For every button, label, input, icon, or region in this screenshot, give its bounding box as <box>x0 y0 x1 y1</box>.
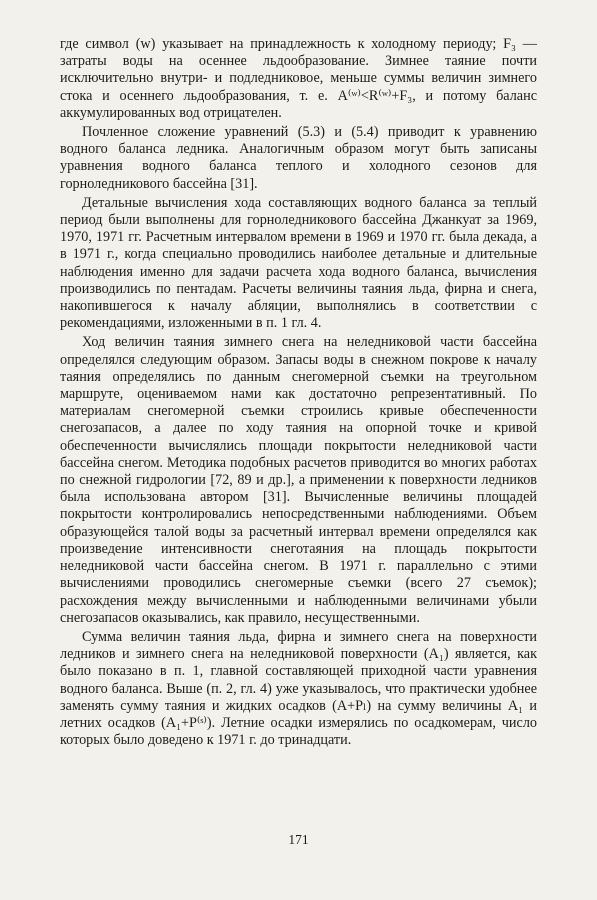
body-text <box>60 36 537 749</box>
paragraph-calculations: Детальные вычисления хода составляющих водного баланса за теплый период были выполнены для горноледникового бассейна Джанкуат за 1969, 1970, 1971 гг. Расчетным интервалом времени в 1969 и 1970 гг. была декада, а в 1971 г., когда специально проводились наиболее детальные и длительные наблюдения именно для задачи расчета хода водного баланса, вычисления производились по пентадам. Расчеты величины таяния льда, фирна и снега, накопившегося к началу абляции, выполнялись в соответствии с рекомендациями, изложенными в п. 1 гл. 4. <box>60 194 537 332</box>
page-number: 171 <box>288 832 309 847</box>
paragraph-melt-sum: Сумма величин таяния льда, фирна и зимнего снега на поверхности ледников и зимнего снега на неледниковой поверхности (A₁) является, как было показано в п. 1, главной составляющей приходной части уравнения водного баланса. Выше (п. 2, гл. 4) уже указывалось, что практически удобнее заменять сумму таяния и жидких осадков (A+Pₗ) на сумму величины A₁ и летних осадков (A₁+P⁽ˢ⁾). Летние осадки измерялись по осадкомерам, число которых было доведено к 1971 г. до тринадцати. <box>60 628 537 749</box>
paragraph-continuation: где символ (w) указывает на принадлежность к холодному периоду; F₃ — затраты воды на осеннее льдообразование. Зимнее таяние почти исключительно внутри- и подледниковое, меньше суммы величин зимнего стока и осеннего льдообразования, т. е. A⁽ʷ⁾<R⁽ʷ⁾+F₃, и потому баланс аккумулированных вод отрицателен. <box>60 36 537 121</box>
paragraph-snowmelt-method: Ход величин таяния зимнего снега на неледниковой части бассейна определялся следующим образом. Запасы воды в снежном покрове к началу таяния определялись по данным снегомерной съемки на треугольном маршруте, оцениваемом нами как достаточно репрезентативный. По материалам снегомерной съемки строились кривые обеспеченности снегозапасов, а далее по ходу таяния на опорной точке и кривой обеспеченности вычислялись площади покрытости неледниковой части бассейна снегом. Методика подобных расчетов приводится во многих работах по снежной гидрологии [72, 89 и др.], а применении к поверхности ледников была использована автором [31]. Вычисленные величины площадей покрытости контролировались непосредственными наблюдениями. Объем образующейся талой воды за расчетный интервал времени определялся как произведение интенсивности снеготаяния на площадь покрытости неледниковой части бассейна снегом. В 1971 г. параллельно с этими вычислениями проводились снегомерные съемки (всего 27 съемок); расхождения между вычисленными и наблюденными величинами убыли снегозапасов оказывались, как правило, несущественными. <box>60 334 537 626</box>
paragraph-equation-sum: Почленное сложение уравнений (5.3) и (5.4) приводит к уравнению водного баланса ледника. Аналогичным образом могут быть записаны уравнения водного баланса теплого и холодного сезонов для горноледникового бассейна [31]. <box>60 124 537 192</box>
